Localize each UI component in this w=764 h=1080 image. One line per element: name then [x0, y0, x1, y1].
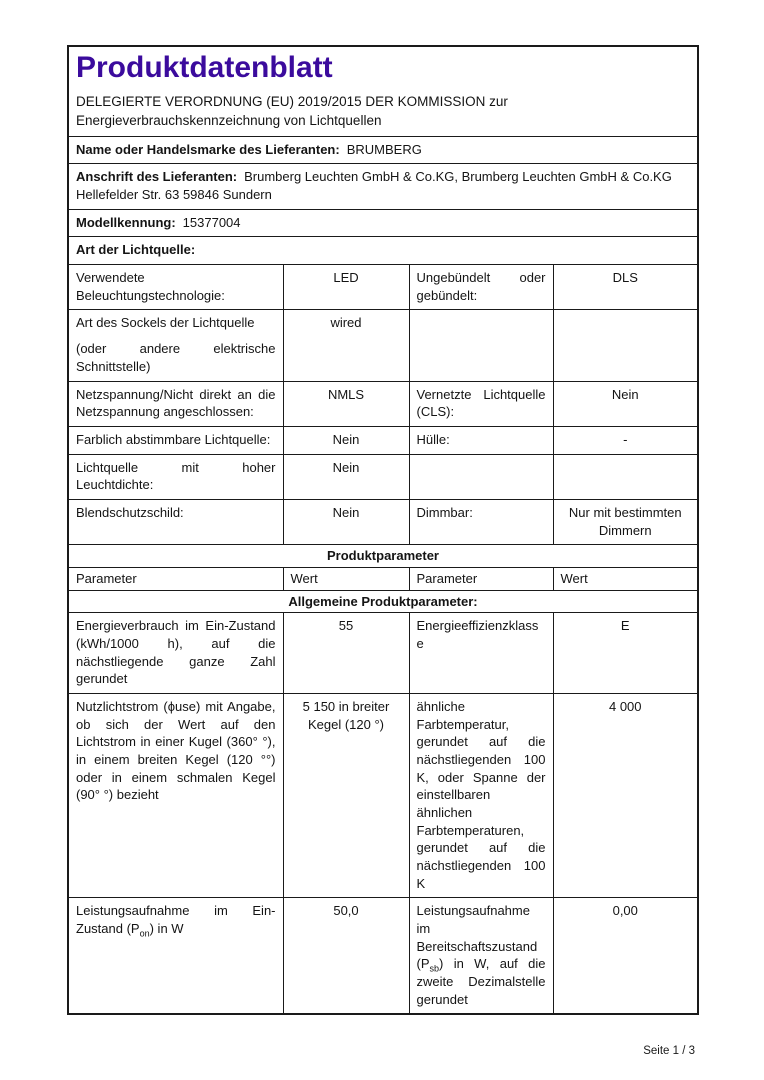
supplier-name-label: Name oder Handelsmarke des Lieferanten:: [76, 141, 340, 157]
param-cell: [409, 265, 553, 310]
light-source-type-heading: Art der Lichtquelle:: [76, 242, 196, 258]
value-cell: [283, 693, 409, 897]
row-power: [68, 898, 698, 1015]
column-header-text: Wert: [290, 570, 318, 586]
page-title: Produktdatenblatt: [76, 51, 333, 84]
value-text: 4 000: [608, 698, 642, 714]
supplier-address-row: [68, 164, 698, 209]
value-cell: [283, 613, 409, 694]
subscript-on: on: [139, 928, 150, 939]
regulation-subtitle: DELEGIERTE VERORDNUNG (EU) 2019/2015 DER KOMMISSION zur Energieverbrauchskennzeichnung von Lichtquellen: [76, 94, 508, 128]
row-energy-consumption: [68, 613, 698, 694]
value-cell: [553, 613, 698, 694]
value-text: E: [620, 618, 630, 634]
column-header-text: Parameter: [76, 570, 137, 586]
value-cell: [283, 381, 409, 426]
value-text: 0,00: [612, 903, 638, 919]
param-text: Vernetzte Lichtquelle (CLS):: [416, 386, 546, 420]
param-text: Dimmbar:: [416, 504, 473, 520]
param-cell: [68, 898, 283, 1015]
param-text: Farblich abstimmbare Lichtquelle:: [76, 431, 271, 447]
value-cell: [553, 426, 698, 454]
subscript-sb: sb: [429, 963, 440, 974]
param-cell: [409, 426, 553, 454]
param-cell: [68, 381, 283, 426]
value-cell: [283, 454, 409, 499]
param-cell: [68, 693, 283, 897]
model-row: [68, 209, 698, 237]
column-header-text: Wert: [560, 570, 588, 586]
param-text: Lichtquelle mit hoher Leuchtdichte:: [76, 459, 276, 493]
param-text: ) in W, auf die zweite Dezimalstelle gerundet: [416, 956, 546, 1007]
product-params-heading-row: [68, 545, 698, 568]
column-header-row: [68, 567, 698, 590]
value-text: Nein: [611, 386, 639, 402]
column-header-text: Parameter: [416, 570, 478, 586]
empty-cell: [409, 310, 553, 381]
param-text: Leistungsaufnahme im Bereitschaftszustand (P: [416, 903, 538, 972]
param-cell: [68, 454, 283, 499]
param-cell: [409, 381, 553, 426]
supplier-name-value: BRUMBERG: [346, 141, 422, 157]
param-text: Ungebündelt oder gebündelt:: [416, 270, 546, 303]
product-datasheet-table: [67, 45, 699, 1015]
row-high-luminance: [68, 454, 698, 499]
param-cell: [409, 898, 553, 1015]
value-cell: [283, 898, 409, 1015]
param-cell: [409, 613, 553, 694]
value-cell: [553, 898, 698, 1015]
param-text-line2: (oder andere elektrische Schnittstelle): [76, 341, 276, 374]
column-header-parameter-2: [409, 567, 553, 590]
value-cell: [553, 693, 698, 897]
value-text: 5 150 in breiter Kegel (120 °): [302, 698, 390, 732]
value-text: Nein: [332, 431, 360, 447]
value-cell: [283, 426, 409, 454]
general-params-heading-cell: [68, 590, 698, 613]
param-text: ähnliche Farbtemperatur, gerundet auf die nächstliegenden 100 K, oder Spanne der einstellbaren ähnlichen Farbtemperaturen, gerundet auf die nächstliegenden 100 K: [416, 698, 546, 891]
value-cell: [283, 265, 409, 310]
param-text: ) in W: [149, 920, 184, 936]
title-row: [68, 46, 698, 136]
supplier-name-cell: [68, 136, 698, 164]
product-params-heading-cell: [68, 545, 698, 568]
row-socket: [68, 310, 698, 381]
param-text: Netzspannung/Nicht direkt an die Netzspannung angeschlossen:: [76, 386, 276, 420]
value-text: Nur mit bestimmten Dimmern: [568, 504, 682, 538]
empty-cell: [409, 454, 553, 499]
value-cell: [283, 499, 409, 544]
row-technology: [68, 265, 698, 310]
param-cell: [68, 613, 283, 694]
param-cell: [68, 426, 283, 454]
general-params-heading: Allgemeine Produktparameter:: [288, 593, 478, 609]
row-luminous-flux: [68, 693, 698, 897]
empty-cell: [553, 454, 698, 499]
value-text: 50,0: [333, 903, 359, 919]
product-params-heading: Produktparameter: [327, 548, 439, 564]
supplier-address-cell: [68, 164, 698, 209]
supplier-name-row: [68, 136, 698, 164]
value-text: NMLS: [327, 386, 365, 402]
param-text: Nutzlichtstrom (ϕuse) mit Angabe, ob sich der Wert auf den Lichtstrom in einer Kugel (360° °), in einem breiten Kegel (120 °°) oder in einem schmalen Kegel (90° °) bezieht: [76, 698, 276, 803]
param-text: Blendschutzschild:: [76, 504, 184, 520]
row-mains: [68, 381, 698, 426]
param-cell: [409, 693, 553, 897]
value-text: DLS: [612, 270, 638, 286]
param-text: Verwendete Beleuchtungstechnologie:: [76, 270, 225, 303]
value-text: Nein: [332, 459, 360, 475]
empty-cell: [553, 310, 698, 381]
param-text: Hülle:: [416, 431, 450, 447]
light-source-type-heading-row: [68, 237, 698, 265]
column-header-wert-1: [283, 567, 409, 590]
page-number: Seite 1 / 3: [643, 1045, 695, 1058]
param-text: Leistungsaufnahme im Ein-Zustand (P: [76, 903, 276, 936]
param-text: Energieverbrauch im Ein-Zustand (kWh/1000 h), auf die nächstliegende ganze Zahl gerundet: [76, 618, 276, 687]
value-cell: [283, 310, 409, 381]
model-cell: [68, 209, 698, 237]
row-glare-shield: [68, 499, 698, 544]
model-value: 15377004: [182, 214, 241, 230]
column-header-parameter-1: [68, 567, 283, 590]
param-text: Energieeffizienzklasse: [416, 618, 539, 651]
general-params-heading-row: [68, 590, 698, 613]
value-text: LED: [333, 270, 359, 286]
row-color-tunable: [68, 426, 698, 454]
value-text: -: [623, 431, 628, 447]
param-cell: [409, 499, 553, 544]
light-source-type-heading-cell: [68, 237, 698, 265]
param-cell: [68, 499, 283, 544]
model-label: Modellkennung:: [76, 214, 176, 230]
supplier-address-label: Anschrift des Lieferanten:: [76, 169, 238, 185]
value-cell: [553, 499, 698, 544]
value-cell: [553, 265, 698, 310]
param-text: Art des Sockels der Lichtquelle: [76, 315, 255, 331]
title-cell: [68, 46, 698, 136]
supplier-address-value: Brumberg Leuchten GmbH & Co.KG, Brumberg Leuchten GmbH & Co.KG Hellefelder Str. 63 59846 Sundern: [76, 169, 672, 203]
param-cell: [68, 265, 283, 310]
column-header-wert-2: [553, 567, 698, 590]
param-cell: [68, 310, 283, 381]
value-text: Nein: [332, 504, 360, 520]
value-text: wired: [330, 315, 362, 331]
value-text: 55: [338, 618, 354, 634]
value-cell: [553, 381, 698, 426]
